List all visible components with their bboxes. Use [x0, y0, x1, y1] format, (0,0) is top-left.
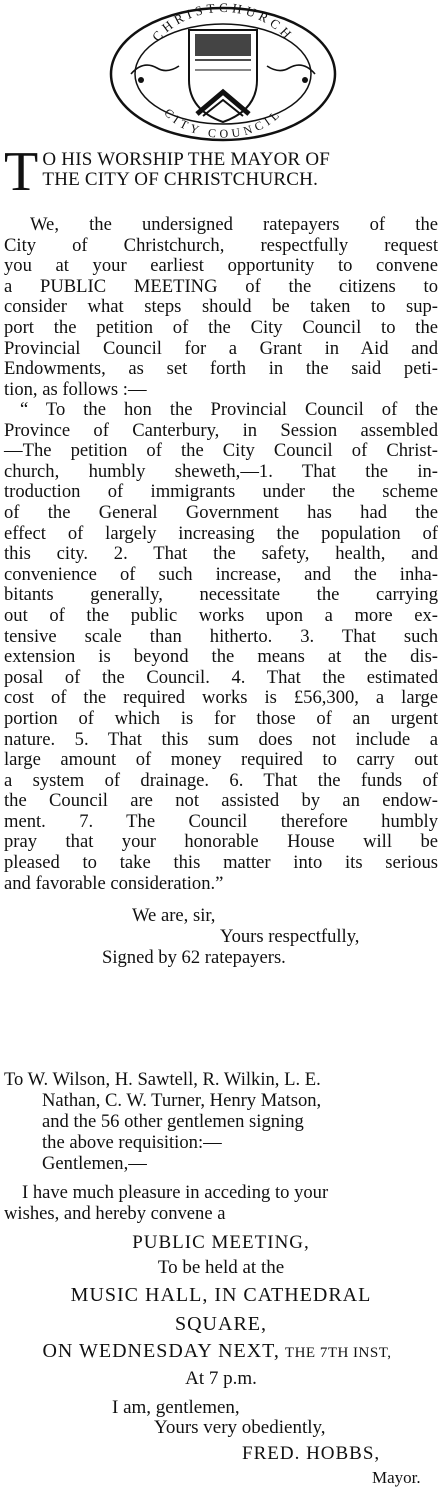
- signoff-name: FRED. HOBBS,: [242, 1443, 381, 1464]
- text-line: consider what steps should be taken to sup-: [4, 296, 438, 318]
- text-line: Provincial Council for a Grant in Aid and: [4, 337, 438, 359]
- text-line: the above requisition:—: [42, 1132, 222, 1153]
- closing-line: We are, sir,: [132, 905, 216, 926]
- notice-date-day: ON WEDNESDAY NEXT,: [42, 1340, 280, 1362]
- text-line: you at your earliest opportunity to convene: [4, 255, 438, 277]
- text-line: troduction of immigrants under the scheme: [4, 481, 438, 503]
- text-line: of the General Government has had the: [4, 501, 438, 523]
- text-line: bitants generally, necessitate the carrying: [4, 584, 438, 606]
- text-line: out of the public works upon a more ex-: [4, 604, 438, 626]
- text-line: “ To the hon the Provincial Council of the: [20, 399, 438, 420]
- notice-date: [0, 1340, 438, 1363]
- text-line: To W. Wilson, H. Sawtell, R. Wilkin, L. E.: [4, 1069, 321, 1090]
- petition-paragraph: [4, 400, 438, 894]
- text-line: We, the undersigned ratepayers of the: [30, 214, 438, 235]
- seal-bottom-text: CITY COUNCIL: [161, 105, 285, 141]
- text-line: Nathan, C. W. Turner, Henry Matson,: [42, 1090, 322, 1111]
- requisition-paragraph: [4, 215, 438, 400]
- text-line: effect of largely increasing the population of: [4, 522, 438, 544]
- signoff-title: Mayor.: [372, 1468, 421, 1487]
- text-line: pleased to take this matter into its serious: [4, 852, 438, 874]
- text-line: Endowments, as set forth in the said peti-: [4, 358, 438, 380]
- notice-venue: MUSIC HALL, IN CATHEDRAL: [70, 1284, 372, 1306]
- text-line: this city. 2. That the safety, health, and: [4, 543, 438, 565]
- notice-time: At 7 p.m.: [185, 1368, 257, 1389]
- text-line: large amount of money required to carry out: [4, 749, 438, 771]
- seal-top-text: CHRISTCHURCH: [148, 2, 298, 45]
- text-line: church, humbly sheweth,—1. That the in-: [4, 460, 438, 482]
- requisition-closing: [0, 905, 442, 968]
- text-line: pray that your honorable House will be: [4, 831, 438, 853]
- headline: [4, 141, 440, 203]
- city-council-seal: [103, 2, 343, 142]
- signoff-line: I am, gentlemen,: [112, 1397, 240, 1418]
- notice-date-inst: THE 7TH INST,: [284, 1345, 392, 1361]
- text-line: —The petition of the City Council of Christ-: [4, 440, 438, 462]
- notice-public-meeting: PUBLIC MEETING,: [132, 1232, 310, 1253]
- text-line: ment. 7. The Council therefore humbly: [4, 810, 438, 832]
- text-line: and favorable consideration.”: [4, 872, 224, 894]
- reply-paragraph: [4, 1182, 438, 1224]
- text-line: and the 56 other gentlemen signing: [42, 1111, 304, 1132]
- text-line: Province of Canterbury, in Session assembled: [4, 419, 438, 441]
- text-line: the Council are not assisted by an endow-: [4, 790, 438, 812]
- text-line: port the petition of the City Council to the: [4, 316, 438, 338]
- closing-line: Signed by 62 ratepayers.: [102, 947, 286, 968]
- text-line: wishes, and hereby convene a: [4, 1203, 226, 1224]
- text-line: posal of the Council. 4. That the estimated: [4, 666, 438, 688]
- notice-venue-square: SQUARE,: [174, 1313, 267, 1335]
- headline-line-2: THE CITY OF CHRISTCHURCH.: [42, 169, 319, 190]
- text-line: cost of the required works is £56,300, a large: [4, 687, 438, 709]
- text-line: tion, as follows :—: [4, 378, 147, 400]
- text-line: convenience of such increase, and the inha-: [4, 563, 438, 585]
- text-line: Gentlemen,—: [42, 1153, 147, 1174]
- headline-line-1: O HIS WORSHIP THE MAYOR OF: [42, 149, 331, 170]
- text-line: I have much pleasure in acceding to your: [22, 1182, 329, 1203]
- text-line: City of Christchurch, respectfully request: [4, 234, 438, 256]
- text-line: nature. 5. That this sum does not include a: [4, 728, 438, 750]
- text-line: tensive scale than hitherto. 3. That such: [4, 625, 438, 647]
- text-line: portion of which is for those of an urgent: [4, 707, 438, 729]
- headline-dropcap: T: [4, 141, 39, 203]
- addressee-block: [4, 1069, 438, 1174]
- notice-to-be-held: To be held at the: [157, 1257, 285, 1278]
- seal-graphic: [103, 2, 343, 142]
- text-line: extension is beyond the means at the dis-: [4, 646, 438, 668]
- text-line: a PUBLIC MEETING of the citizens to: [4, 275, 438, 297]
- closing-line: Yours respectfully,: [220, 926, 360, 947]
- text-line: a system of drainage. 6. That the funds of: [4, 769, 438, 791]
- signoff-line: Yours very obediently,: [154, 1417, 326, 1438]
- mayor-signoff: [0, 1396, 442, 1490]
